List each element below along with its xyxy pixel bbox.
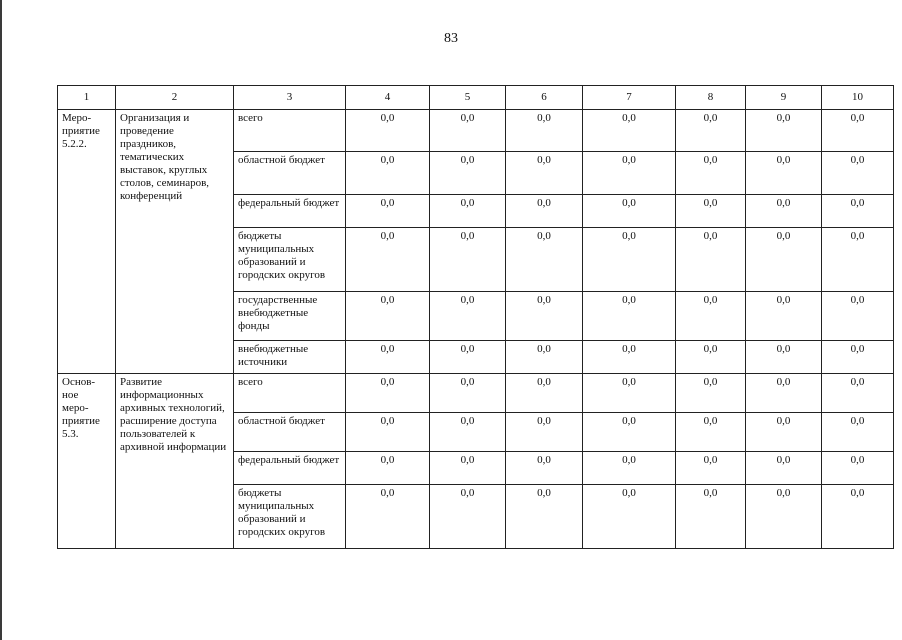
- measure-code: Основ- ное меро- приятие 5.3.: [58, 374, 116, 549]
- amount-cell: 0,0: [583, 152, 676, 195]
- funding-source: всего: [234, 374, 346, 413]
- amount-cell: 0,0: [506, 292, 583, 341]
- amount-cell: 0,0: [346, 341, 430, 374]
- amount-cell: 0,0: [506, 485, 583, 549]
- amount-cell: 0,0: [346, 292, 430, 341]
- amount-cell: 0,0: [676, 413, 746, 452]
- amount-cell: 0,0: [822, 413, 894, 452]
- amount-cell: 0,0: [430, 228, 506, 292]
- amount-cell: 0,0: [822, 292, 894, 341]
- amount-cell: 0,0: [346, 195, 430, 228]
- column-header: 8: [676, 86, 746, 110]
- amount-cell: 0,0: [430, 195, 506, 228]
- amount-cell: 0,0: [676, 452, 746, 485]
- amount-cell: 0,0: [506, 195, 583, 228]
- amount-cell: 0,0: [583, 485, 676, 549]
- amount-cell: 0,0: [822, 152, 894, 195]
- amount-cell: 0,0: [346, 228, 430, 292]
- amount-cell: 0,0: [676, 195, 746, 228]
- funding-source: бюджеты муниципальных образований и городских округов: [234, 485, 346, 549]
- funding-source: областной бюджет: [234, 413, 346, 452]
- amount-cell: 0,0: [822, 341, 894, 374]
- amount-cell: 0,0: [676, 292, 746, 341]
- amount-cell: 0,0: [583, 292, 676, 341]
- table-row: [58, 374, 894, 413]
- funding-source: всего: [234, 110, 346, 152]
- amount-cell: 0,0: [583, 374, 676, 413]
- measure-title: Развитие информационных архивных технологий, расширение доступа пользователей к архивной информации: [116, 374, 234, 549]
- amount-cell: 0,0: [506, 341, 583, 374]
- amount-cell: 0,0: [430, 374, 506, 413]
- amount-cell: 0,0: [822, 452, 894, 485]
- amount-cell: 0,0: [746, 228, 822, 292]
- amount-cell: 0,0: [746, 292, 822, 341]
- amount-cell: 0,0: [583, 413, 676, 452]
- amount-cell: 0,0: [506, 152, 583, 195]
- amount-cell: 0,0: [346, 452, 430, 485]
- column-header: 5: [430, 86, 506, 110]
- amount-cell: 0,0: [822, 195, 894, 228]
- amount-cell: 0,0: [746, 341, 822, 374]
- amount-cell: 0,0: [676, 374, 746, 413]
- header-row: [58, 86, 894, 110]
- column-header: 7: [583, 86, 676, 110]
- amount-cell: 0,0: [583, 110, 676, 152]
- amount-cell: 0,0: [430, 292, 506, 341]
- amount-cell: 0,0: [430, 341, 506, 374]
- amount-cell: 0,0: [746, 452, 822, 485]
- funding-source: областной бюджет: [234, 152, 346, 195]
- amount-cell: 0,0: [746, 485, 822, 549]
- column-header: 10: [822, 86, 894, 110]
- amount-cell: 0,0: [506, 452, 583, 485]
- amount-cell: 0,0: [346, 485, 430, 549]
- amount-cell: 0,0: [583, 228, 676, 292]
- page-left-edge: [0, 0, 2, 640]
- amount-cell: 0,0: [676, 485, 746, 549]
- column-header: 4: [346, 86, 430, 110]
- amount-cell: 0,0: [506, 374, 583, 413]
- column-header: 9: [746, 86, 822, 110]
- amount-cell: 0,0: [676, 152, 746, 195]
- funding-source: бюджеты муниципальных образований и городских округов: [234, 228, 346, 292]
- amount-cell: 0,0: [583, 341, 676, 374]
- measure-title: Организация и проведение праздников, тематических выставок, круглых столов, семинаров, конференций: [116, 110, 234, 374]
- funding-source: федеральный бюджет: [234, 195, 346, 228]
- amount-cell: 0,0: [822, 110, 894, 152]
- funding-source: государственные внебюджетные фонды: [234, 292, 346, 341]
- amount-cell: 0,0: [346, 110, 430, 152]
- amount-cell: 0,0: [746, 110, 822, 152]
- amount-cell: 0,0: [822, 374, 894, 413]
- column-header: 1: [58, 86, 116, 110]
- funding-source: внебюджетные источники: [234, 341, 346, 374]
- table-row: [58, 110, 894, 152]
- amount-cell: 0,0: [506, 110, 583, 152]
- amount-cell: 0,0: [676, 228, 746, 292]
- amount-cell: 0,0: [583, 195, 676, 228]
- amount-cell: 0,0: [430, 485, 506, 549]
- amount-cell: 0,0: [676, 110, 746, 152]
- column-header: 6: [506, 86, 583, 110]
- amount-cell: 0,0: [746, 413, 822, 452]
- column-header: 3: [234, 86, 346, 110]
- amount-cell: 0,0: [746, 374, 822, 413]
- measure-code: Меро- приятие 5.2.2.: [58, 110, 116, 374]
- amount-cell: 0,0: [430, 152, 506, 195]
- budget-table: [57, 85, 894, 549]
- funding-source: федеральный бюджет: [234, 452, 346, 485]
- amount-cell: 0,0: [746, 152, 822, 195]
- amount-cell: 0,0: [430, 413, 506, 452]
- amount-cell: 0,0: [583, 452, 676, 485]
- amount-cell: 0,0: [506, 228, 583, 292]
- amount-cell: 0,0: [346, 413, 430, 452]
- amount-cell: 0,0: [746, 195, 822, 228]
- amount-cell: 0,0: [430, 110, 506, 152]
- amount-cell: 0,0: [676, 341, 746, 374]
- amount-cell: 0,0: [430, 452, 506, 485]
- amount-cell: 0,0: [506, 413, 583, 452]
- amount-cell: 0,0: [346, 374, 430, 413]
- amount-cell: 0,0: [822, 485, 894, 549]
- amount-cell: 0,0: [822, 228, 894, 292]
- page-number: 83: [444, 31, 458, 46]
- column-header: 2: [116, 86, 234, 110]
- amount-cell: 0,0: [346, 152, 430, 195]
